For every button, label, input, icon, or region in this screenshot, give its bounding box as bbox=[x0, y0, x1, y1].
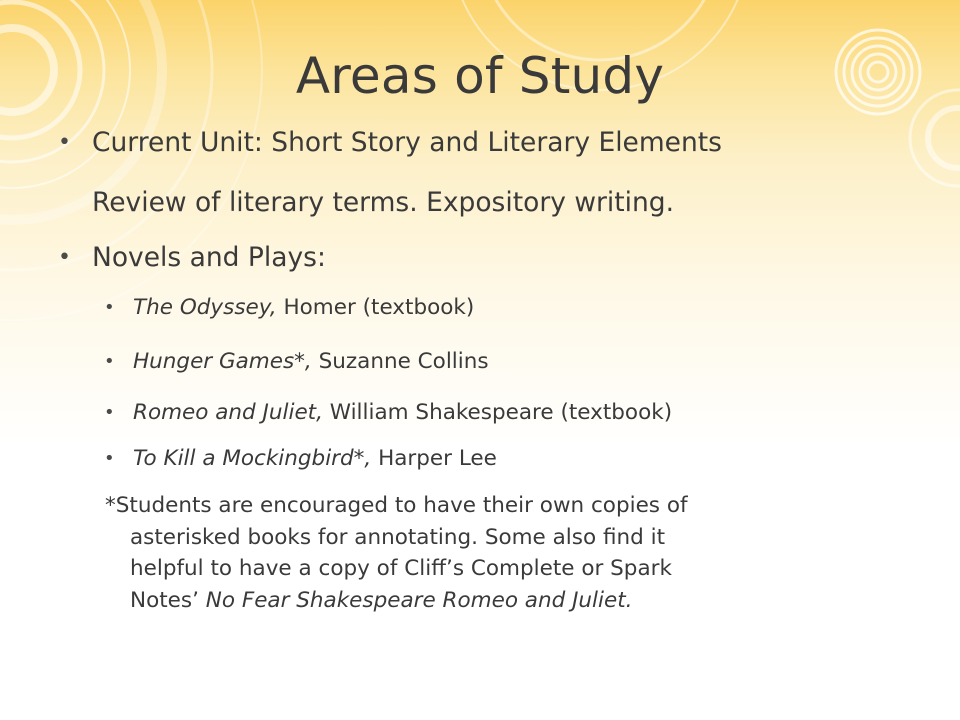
book-details: Suzanne Collins bbox=[311, 349, 489, 374]
sub-bullet-dot: • bbox=[104, 351, 115, 372]
book-title: Romeo and Juliet, bbox=[133, 400, 323, 425]
book-title: To Kill a Mockingbird*, bbox=[133, 446, 372, 471]
sub-bullet-dot: • bbox=[104, 297, 115, 318]
bullet-dot: • bbox=[58, 245, 71, 270]
bullet-current-unit: Current Unit: Short Story and Literary Elements bbox=[92, 127, 722, 158]
footnote-line: helpful to have a copy of Cliff’s Complete or Spark bbox=[130, 556, 672, 581]
footnote-line: *Students are encouraged to have their own copies of bbox=[105, 493, 688, 518]
book-title: Hunger Games*, bbox=[133, 349, 312, 374]
slide-title: Areas of Study bbox=[295, 47, 665, 105]
footnote-line bbox=[105, 585, 885, 617]
book-item bbox=[133, 444, 497, 474]
footnote-line: asterisked books for annotating. Some also find it bbox=[130, 524, 666, 550]
footnote bbox=[105, 490, 885, 616]
book-title: The Odyssey, bbox=[133, 295, 277, 320]
sub-bullet-dot: • bbox=[104, 402, 115, 423]
book-details: Homer (textbook) bbox=[276, 295, 475, 320]
book-details: Harper Lee bbox=[371, 446, 497, 471]
bullet-novels-and-plays: Novels and Plays: bbox=[92, 242, 326, 273]
book-item bbox=[133, 398, 672, 428]
bullet-dot: • bbox=[58, 130, 71, 155]
book-details: William Shakespeare (textbook) bbox=[322, 400, 673, 425]
footnote-text: Notes’ bbox=[130, 587, 206, 613]
sub-bullet-dot: • bbox=[104, 448, 115, 469]
book-item bbox=[133, 293, 474, 323]
book-item bbox=[133, 347, 489, 377]
footnote-italic-title: No Fear Shakespeare Romeo and Juliet. bbox=[205, 587, 633, 613]
bullet-review-line: Review of literary terms. Expository writing. bbox=[92, 187, 675, 218]
